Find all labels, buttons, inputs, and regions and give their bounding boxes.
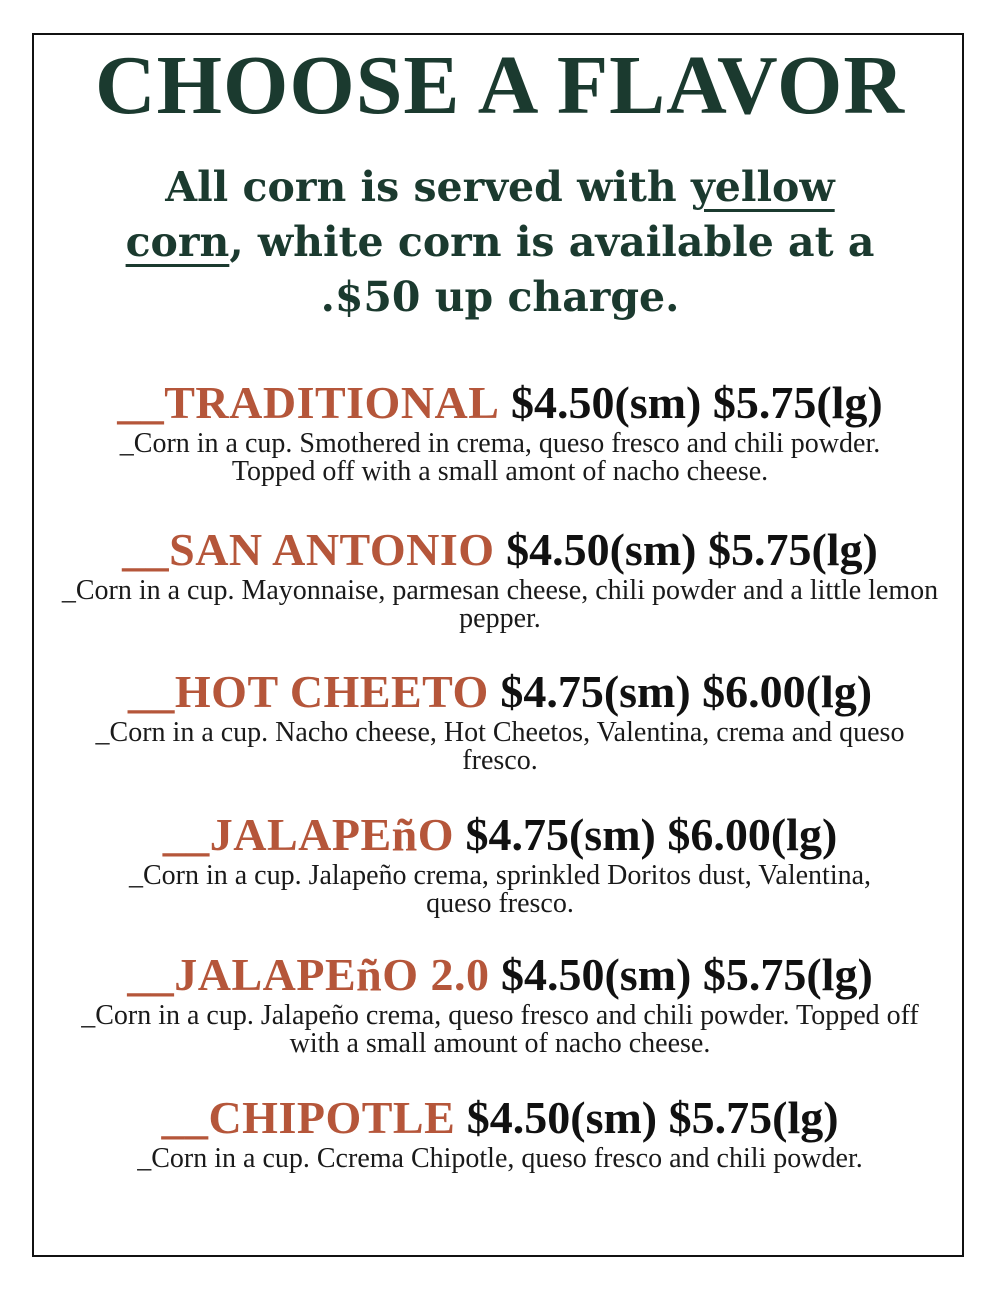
flavor-name: __CHIPOTLE xyxy=(161,1092,456,1143)
menu-item-traditional xyxy=(60,378,940,486)
menu-item-heading xyxy=(60,667,940,717)
menu-item-heading xyxy=(60,810,940,860)
flavor-price: $4.50(sm) $5.75(lg) xyxy=(500,949,873,1000)
menu-item-heading xyxy=(60,1093,940,1143)
flavor-description: _Corn in a cup. Ccrema Chipotle, queso fresco and chili powder. xyxy=(137,1143,863,1174)
menu-item-heading xyxy=(60,378,940,428)
flavor-price: $4.50(sm) $5.75(lg) xyxy=(510,377,883,428)
flavor-name: __SAN ANTONIO xyxy=(122,524,495,575)
corn-notice-text-1: All corn is served with xyxy=(165,163,691,211)
flavor-description: _Corn in a cup. Mayonnaise, parmesan cheese, chili powder and a little lemon pepper. xyxy=(61,575,939,634)
menu-item-heading xyxy=(60,950,940,1000)
corn-notice-underlined: yellow corn xyxy=(125,163,835,266)
flavor-name: __JALAPEñO 2.0 xyxy=(127,949,490,1000)
flavor-price: $4.75(sm) $6.00(lg) xyxy=(500,666,873,717)
flavor-description: _Corn in a cup. Jalapeño crema, sprinkled Doritos dust, Valentina, queso fresco. xyxy=(128,860,872,919)
menu-item-jalapeno xyxy=(60,810,940,918)
flavor-price: $4.50(sm) $5.75(lg) xyxy=(506,524,878,575)
menu-item-hot-cheeto xyxy=(60,667,940,775)
menu-item-san-antonio xyxy=(60,525,940,633)
flavor-price: $4.50(sm) $5.75(lg) xyxy=(466,1092,839,1143)
page-title: CHOOSE A FLAVOR xyxy=(95,39,905,132)
flavor-name: __HOT CHEETO xyxy=(127,666,489,717)
flavor-name: __JALAPEñO xyxy=(162,809,454,860)
flavor-name: __TRADITIONAL xyxy=(117,377,500,428)
flavor-description: _Corn in a cup. Smothered in crema, queso fresco and chili powder. Topped off with a small amont of nacho cheese. xyxy=(119,428,881,487)
menu-item-heading xyxy=(60,525,940,575)
menu-item-chipotle xyxy=(60,1093,940,1173)
corn-notice-text-2: , white corn is available at a .$50 up charge. xyxy=(229,218,875,321)
flavor-description: _Corn in a cup. Jalapeño crema, queso fresco and chili powder. Topped off with a small amount of nacho cheese. xyxy=(81,1000,919,1059)
menu-item-jalapeno-2 xyxy=(60,950,940,1058)
flavor-description: _Corn in a cup. Nacho cheese, Hot Cheetos, Valentina, crema and queso fresco. xyxy=(95,717,905,776)
corn-notice xyxy=(100,160,900,325)
flavor-price: $4.75(sm) $6.00(lg) xyxy=(465,809,838,860)
